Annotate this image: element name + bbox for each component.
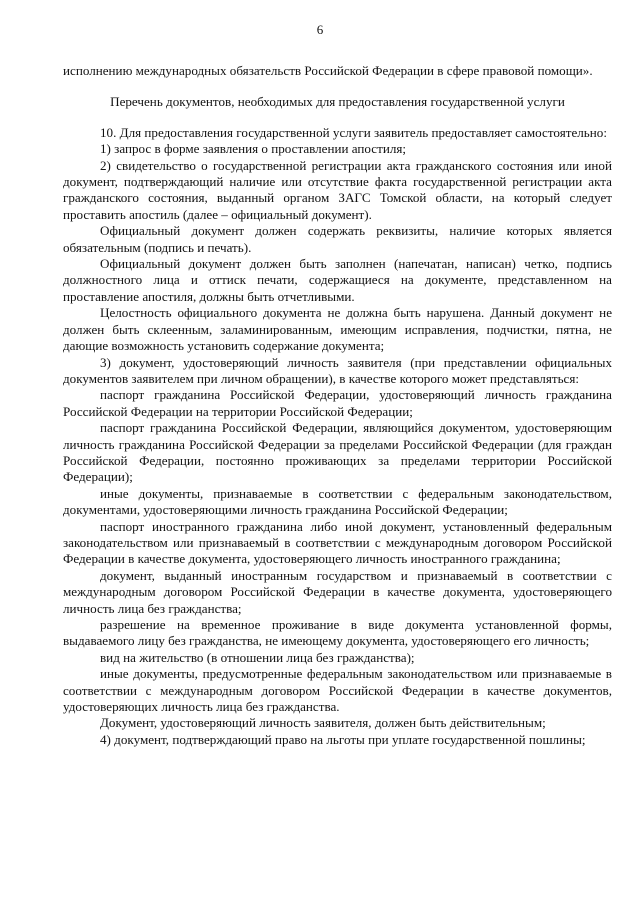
section-heading: Перечень документов, необходимых для предоставления государственной услуги	[110, 94, 565, 110]
paragraph-item-10: 10. Для предоставления государственной услуги заявитель предоставляет самостоятельно:	[100, 124, 607, 140]
paragraph-subitem-3: 3) документ, удостоверяющий личность заявителя (при представлении официальных документов заявителем при личном обращении), в качестве которого может представляться:	[63, 354, 612, 386]
paragraph: паспорт гражданина Российской Федерации, являющийся документом, удостоверяющим личность гражданина Российской Федерации за пределами Российской Федерации (для граждан Российской Федерации, постоянно проживающих за пределами территории Российской Федерации);	[63, 420, 612, 485]
paragraph: вид на жительство (в отношении лица без гражданства);	[100, 649, 415, 665]
paragraph: Документ, удостоверяющий личность заявителя, должен быть действительным;	[100, 715, 546, 731]
paragraph: паспорт гражданина Российской Федерации, удостоверяющий личность гражданина Российской Федерации на территории Российской Федерации;	[63, 387, 612, 419]
paragraph: иные документы, признаваемые в соответствии с федеральным законодательством, документами, удостоверяющими личность гражданина Российской Федерации;	[63, 485, 612, 518]
paragraph: Официальный документ должен содержать реквизиты, наличие которых является обязательным (подпись и печать).	[63, 223, 612, 255]
paragraph: Официальный документ должен быть заполнен (напечатан, написан) четко, подпись должностного лица и оттиск печати, содержащиеся на документе, представленном на проставление апостиля, должны быть отчетливыми.	[63, 256, 612, 304]
page-number: 6	[316, 22, 324, 37]
paragraph: разрешение на временное проживание в виде документа установленной формы, выдаваемого лицу без гражданства, не имеющему документа, удостоверяющего его личность;	[63, 617, 612, 649]
document-body	[63, 63, 612, 748]
paragraph-subitem-4: 4) документ, подтверждающий право на льготы при уплате государственной пошлины;	[100, 731, 586, 747]
paragraph-continuation: исполнению международных обязательств Российской Федерации в сфере правовой помощи».	[63, 63, 593, 78]
paragraph: документ, выданный иностранным государством и признаваемый в соответствии с международным договором Российской Федерации в качестве документа, удостоверяющего личность лица без гражданства;	[63, 567, 612, 616]
paragraph: Целостность официального документа не должна быть нарушена. Данный документ не должен быть склеенным, заламинированным, имеющим исправления, подчистки, пятна, не дающие возможность установить содержание документа;	[63, 305, 612, 354]
paragraph-subitem-1: 1) запрос в форме заявления о проставлении апостиля;	[100, 141, 407, 157]
paragraph-subitem-2: 2) свидетельство о государственной регистрации акта гражданского состояния или иной документ, подтверждающий наличие или отсутствие факта государственной регистрации акта гражданского состояния, выданный органом ЗАГС Томской области, на который следует проставить апостиль (далее – официальный документ).	[63, 157, 612, 222]
paragraph: паспорт иностранного гражданина либо иной документ, установленный федеральным законодательством или признаваемый в соответствии с международным договором Российской Федерации в качестве документа, удостоверяющего личность иностранного гражданина;	[63, 518, 612, 567]
paragraph: иные документы, предусмотренные федеральным законодательством или признаваемые в соответствии с международным договором Российской Федерации в качестве документов, удостоверяющих личность лица без гражданства.	[63, 666, 612, 715]
